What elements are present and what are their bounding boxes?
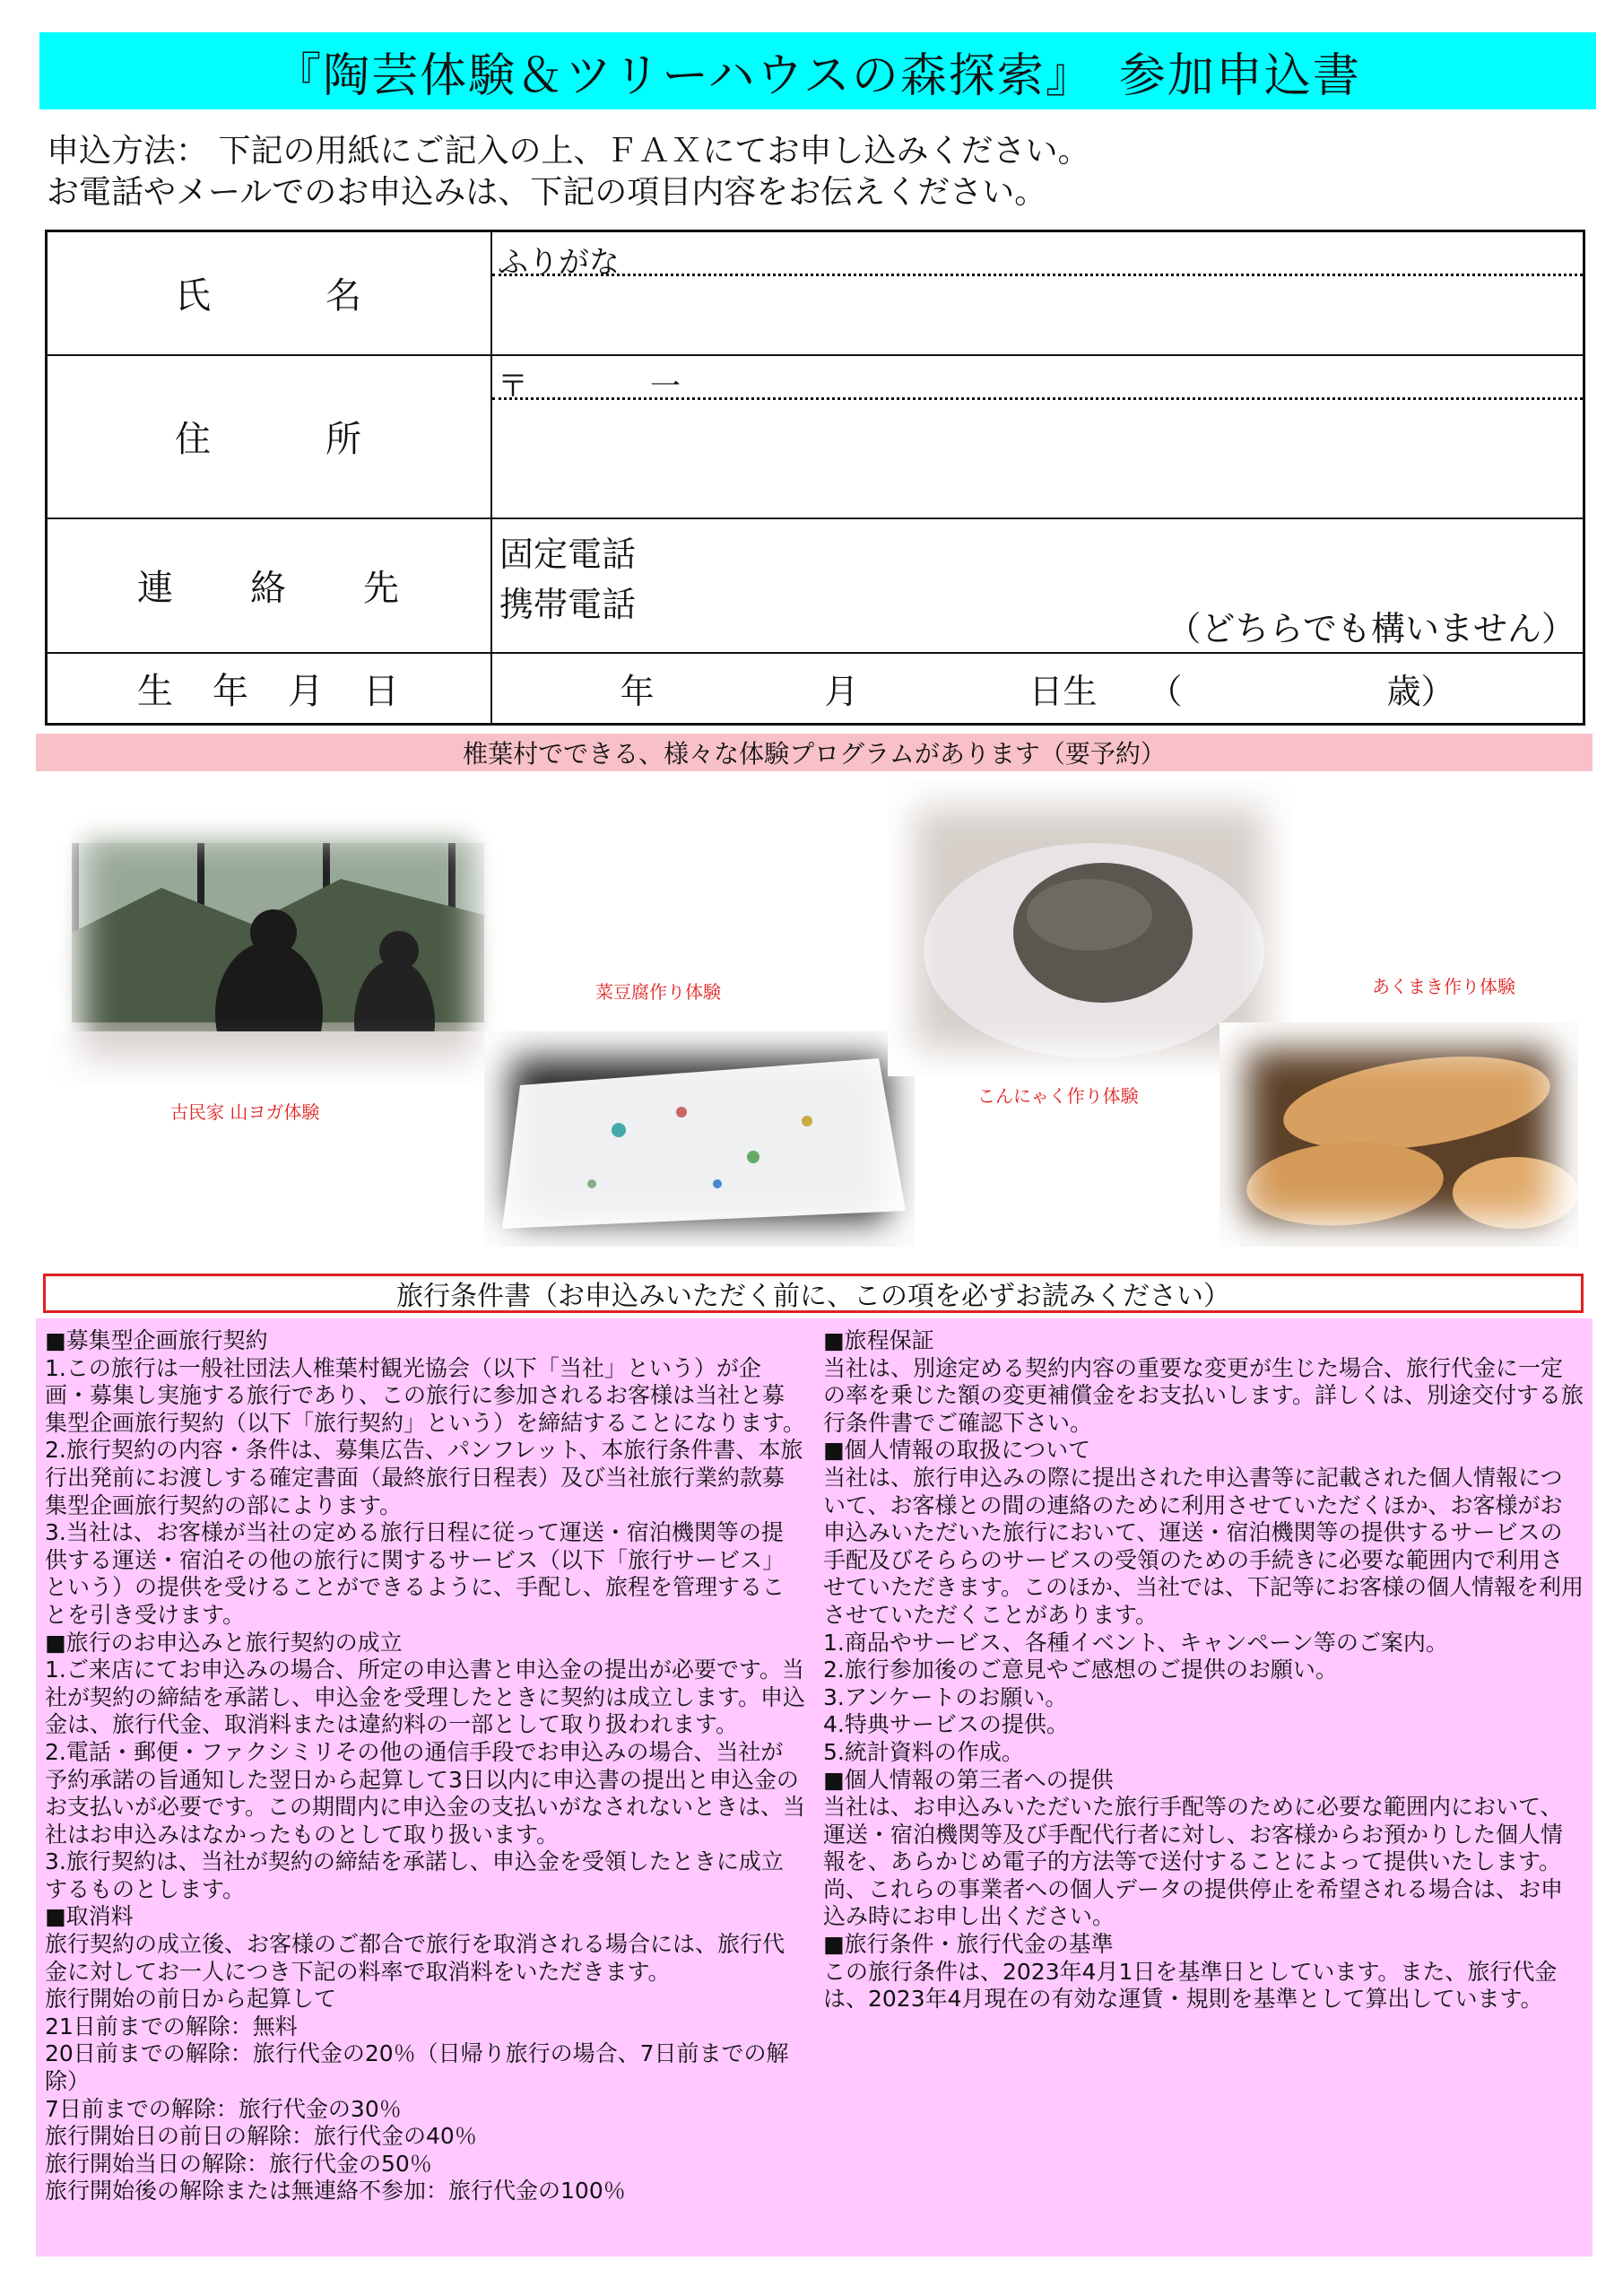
fixed-phone-label: 固定電話	[499, 534, 637, 574]
conditions-right-column	[814, 1318, 1593, 2257]
condition-text: 旅行開始の前日から起算して	[45, 1986, 337, 2013]
condition-text: 2.旅行契約の内容・条件は、募集広告、パンフレット、本旅行条件書、本旅行出発前にお渡しする確定書面（最終旅行日程表）及び当社旅行業約款募集型企画旅行契約の部によります。	[45, 1437, 803, 1518]
condition-text: 3.旅行契約は、当社が契約の締結を承諾し、申込金を受領したときに成立するものとします。	[45, 1848, 784, 1902]
condition-text: 3.当社は、お客様が当社の定める旅行日程に従って運送・宿泊機関等の提供する運送・宿泊その他の旅行に関するサービス（以下「旅行サービス」という）の提供を受けることができるように、手配し、旅程を管理することを引き受けます。	[45, 1519, 785, 1628]
condition-heading: ■募集型企画旅行契約	[45, 1327, 268, 1353]
condition-text: 旅行開始当日の解除：旅行代金の50％	[45, 2150, 432, 2177]
birthdate-field[interactable]: 年 月 日生 （ 歳）	[491, 653, 1584, 725]
condition-text: 当社は、お申込みいただいた旅行手配等のために必要な範囲内において、運送・宿泊機関等及び手配代行者に対し、お客様からお預かりした個人情報を、あらかじめ電子的方法等で送付することによって提供いたします。尚、これらの事業者への個人データの提供停止を希望される場合は、お申込み時にお申し出ください。	[823, 1794, 1564, 1930]
application-method	[47, 131, 1089, 213]
condition-heading: ■旅行のお申込みと旅行契約の成立	[45, 1629, 403, 1656]
condition-text: 5.統計資料の作成。	[823, 1738, 1024, 1765]
condition-text: 2.旅行参加後のご意見やご感想のご提供のお願い。	[823, 1657, 1338, 1683]
condition-text: 旅行開始後の解除または無連絡不参加：旅行代金の100％	[45, 2178, 626, 2205]
page-title: 『陶芸体験＆ツリーハウスの森探索』 参加申込書	[39, 32, 1596, 109]
program-banner: 椎葉村でできる、様々な体験プログラムがあります（要予約）	[36, 734, 1593, 771]
application-form	[45, 230, 1585, 726]
condition-heading: ■個人情報の取扱について	[823, 1437, 1091, 1464]
conditions-left-column	[36, 1318, 814, 2257]
condition-text: 1.この旅行は一般社団法人椎葉村観光協会（以下「当社」という）が企画・募集し実施する旅行であり、この旅行に参加されるお客様は当社と募集型企画旅行契約（以下「旅行契約」という）を締結することになります。	[45, 1354, 806, 1436]
travel-conditions	[36, 1318, 1593, 2257]
condition-text: 2.電話・郵便・ファクシミリその他の通信手段でお申込みの場合、当社が予約承諾の旨通知した翌日から起算して3日以内に申込書の提出と申込金のお支払いが必要です。この期間内に申込金の支払いがなされないときは、当社はお申込みはなかったものとして取り扱います。	[45, 1738, 806, 1848]
akumaki-scene-image	[1219, 1022, 1578, 1247]
condition-text: 4.特典サービスの提供。	[823, 1711, 1069, 1738]
contact-field[interactable]	[491, 518, 1584, 653]
condition-text: 7日前までの解除：旅行代金の30％	[45, 2095, 402, 2122]
condition-text: 当社は、旅行申込みの際に提出された申込書等に記載された個人情報について、お客様との間の連絡のために利用させていただくほか、お客様がお申込みいただいた旅行において、運送・宿泊機関等の提供するサービスの手配及びそららのサービスの受領のための手続きに必要な範囲内で利用させていただきます。このほか、当社では、下記等にお客様の個人情報を利用させていただくことがあります。	[823, 1464, 1584, 1628]
caption-akumaki: あくまき作り体験	[1372, 976, 1515, 997]
postal-code-label: 〒 一	[492, 356, 1583, 400]
akumaki-photo	[1219, 1022, 1578, 1247]
condition-text: 3.アンケートのお願い。	[823, 1683, 1068, 1710]
birthdate-label: 生 年 月 日	[47, 653, 492, 725]
condition-text: 旅行契約の成立後、お客様のご都合で旅行を取消される場合には、旅行代金に対してお一人につき下記の料率で取消料をいただきます。	[45, 1931, 785, 1985]
name-field[interactable]	[491, 231, 1584, 355]
caption-yoga: 古民家 山ヨガ体験	[170, 1101, 320, 1123]
caption-natofu: 菜豆腐作り体験	[595, 981, 721, 1003]
yoga-scene-image	[54, 807, 502, 1085]
condition-text: この旅行条件は、2023年4月1日を基準日としています。また、旅行代金は、2023年4月現在の有効な運賃・規則を基準として算出しています。	[823, 1958, 1558, 2013]
address-field[interactable]	[491, 355, 1584, 518]
condition-text: 20日前までの解除：旅行代金の20％（日帰り旅行の場合、7日前までの解除）	[45, 2040, 789, 2095]
caption-konnyaku: こんにゃく作り体験	[977, 1085, 1139, 1107]
condition-text: 当社は、別途定める契約内容の重要な変更が生じた場合、旅行代金に一定の率を乗じた額の変更補償金をお支払いします。詳しくは、別途交付する旅行条件書でご確認下さい。	[823, 1354, 1584, 1436]
condition-heading: ■旅行条件・旅行代金の基準	[823, 1931, 1114, 1958]
contact-label: 連 絡 先	[47, 518, 492, 653]
address-label: 住 所	[47, 355, 492, 518]
mobile-phone-label: 携帯電話	[499, 584, 637, 624]
condition-text: 21日前までの解除：無料	[45, 2013, 298, 2039]
condition-heading: ■個人情報の第三者への提供	[823, 1766, 1114, 1793]
natofu-photo	[484, 1031, 915, 1247]
method-line-2: お電話やメールでのお申込みは、下記の項目内容をお伝えください。	[47, 174, 1047, 211]
furigana-label: ふりがな	[492, 232, 1583, 276]
contact-note: （どちらでも構いません）	[1167, 608, 1575, 648]
condition-heading: ■取消料	[45, 1903, 134, 1930]
natofu-scene-image	[484, 1031, 915, 1247]
condition-heading: ■旅程保証	[823, 1327, 934, 1353]
conditions-title: 旅行条件書（お申込みいただく前に、この項を必ずお読みください）	[43, 1274, 1584, 1313]
method-line-1: 申込方法： 下記の用紙にご記入の上、ＦＡＸにてお申し込みください。	[47, 133, 1090, 170]
name-label: 氏 名	[47, 231, 492, 355]
condition-text: 1.ご来店にてお申込みの場合、所定の申込書と申込金の提出が必要です。当社が契約の締結を承諾し、申込金を受理したときに契約は成立します。申込金は、旅行代金、取消料または違約料の一部として取り扱われます。	[45, 1657, 806, 1738]
condition-text: 旅行開始日の前日の解除：旅行代金の40％	[45, 2123, 477, 2150]
condition-text: 1.商品やサービス、各種イベント、キャンペーン等のご案内。	[823, 1629, 1448, 1656]
yoga-photo	[54, 807, 502, 1085]
